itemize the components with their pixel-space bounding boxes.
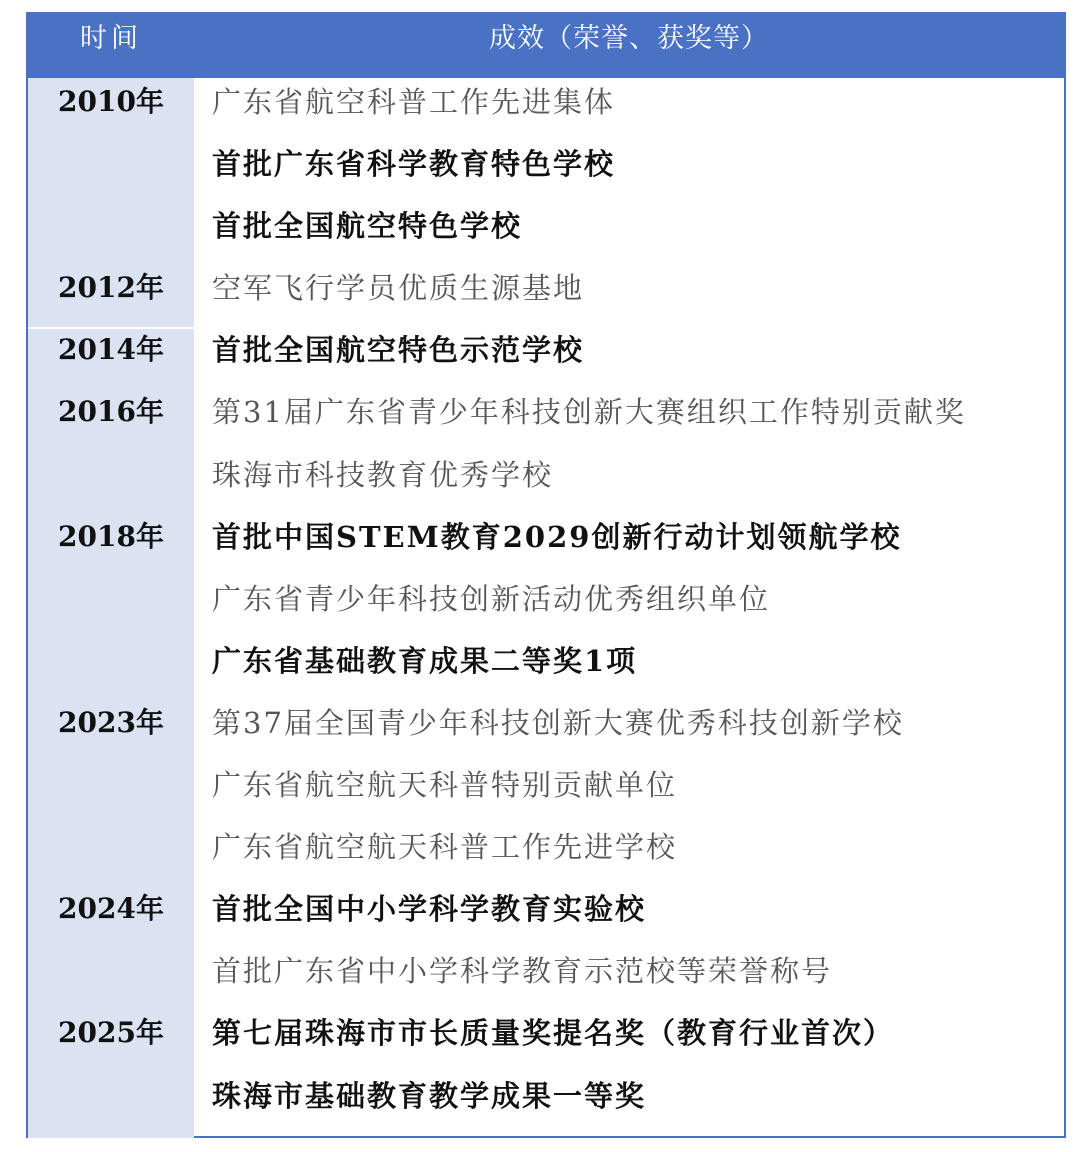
- row-year: [28, 444, 194, 506]
- row-award: 首批全国中小学科学教育实验校: [212, 892, 647, 927]
- row-year: 2023年: [58, 705, 164, 739]
- row-award: 广东省航空科普工作先进集体: [212, 85, 616, 119]
- table-row: [28, 1002, 1064, 1064]
- row-year: [28, 630, 194, 692]
- table-row: [28, 630, 1064, 692]
- row-year: [28, 1065, 194, 1127]
- table-row: [28, 816, 1064, 878]
- row-year: [28, 754, 194, 816]
- row-award: 广东省青少年科技创新活动优秀组织单位: [212, 581, 771, 616]
- table-row: [28, 506, 1064, 568]
- row-year: 2018年: [58, 519, 164, 553]
- row-award: 首批广东省中小学科学教育示范校等荣誉称号: [212, 954, 833, 989]
- table-row: [28, 257, 1064, 319]
- row-year: 2025年: [58, 1016, 164, 1050]
- table-row: [28, 71, 1064, 133]
- row-year: [28, 940, 194, 1002]
- table-row: [28, 1065, 1064, 1127]
- table-row: [28, 940, 1064, 1002]
- header-year: 时间: [80, 23, 142, 54]
- row-year: 2012年: [58, 271, 164, 305]
- table-row: [28, 381, 1064, 443]
- row-award: 珠海市基础教育教学成果一等奖: [212, 1078, 647, 1113]
- table-row: [28, 319, 1064, 381]
- honors-table: [26, 12, 1066, 1138]
- row-award: 第31届广东省青少年科技创新大赛组织工作特别贡献奖: [212, 395, 966, 430]
- row-year: 2010年: [58, 85, 164, 118]
- table-row: [28, 754, 1064, 816]
- row-award: 珠海市科技教育优秀学校: [212, 457, 554, 492]
- table-row: [28, 568, 1064, 630]
- row-year: 2024年: [58, 892, 164, 926]
- table-row: [28, 692, 1064, 754]
- table-body: [28, 71, 1064, 1127]
- header-award: 成效（荣誉、获奖等）: [489, 23, 769, 54]
- table-row: [28, 444, 1064, 506]
- table-row: [28, 133, 1064, 195]
- row-award: 第七届珠海市市长质量奖提名奖（教育行业首次）: [212, 1016, 895, 1051]
- row-award: 首批中国STEM教育2029创新行动计划领航学校: [212, 519, 902, 554]
- row-award: 空军飞行学员优质生源基地: [212, 271, 585, 306]
- row-year: 2014年: [58, 333, 164, 367]
- table-row: [28, 195, 1064, 257]
- table-row: [28, 878, 1064, 940]
- row-award: 首批广东省科学教育特色学校: [212, 147, 616, 182]
- row-year: [28, 816, 194, 878]
- row-award: 首批全国航空特色示范学校: [212, 333, 585, 368]
- row-award: 广东省基础教育成果二等奖1项: [212, 643, 638, 678]
- row-award: 首批全国航空特色学校: [212, 209, 523, 244]
- row-year: [28, 133, 194, 195]
- row-year: 2016年: [58, 395, 164, 429]
- table-header: [28, 14, 1064, 78]
- row-award: 第37届全国青少年科技创新大赛优秀科技创新学校: [212, 705, 904, 740]
- row-year: [28, 568, 194, 630]
- row-year: [28, 195, 194, 257]
- row-award: 广东省航空航天科普工作先进学校: [212, 830, 678, 865]
- row-award: 广东省航空航天科普特别贡献单位: [212, 768, 678, 803]
